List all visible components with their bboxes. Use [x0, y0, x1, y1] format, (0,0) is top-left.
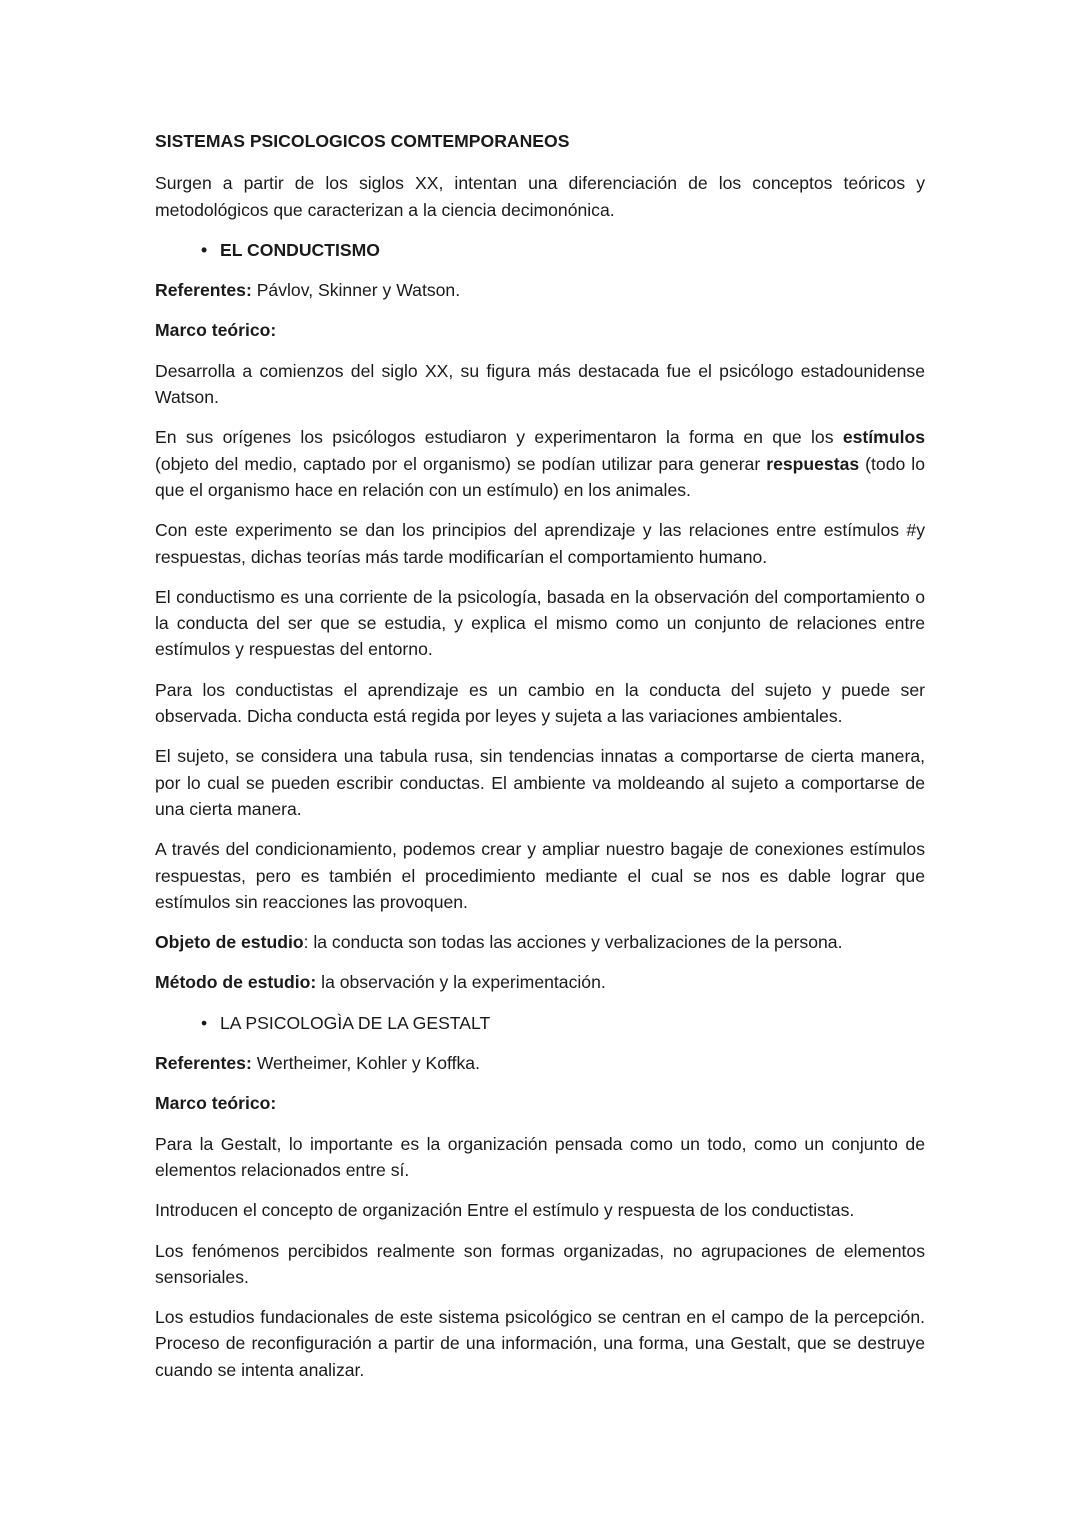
paragraph: Con este experimento se dan los principios del aprendizaje y las relaciones entre estímulos #y respuestas, dichas teorías más tarde modificarían el comportamiento humano. [155, 520, 925, 567]
text-run: (todo lo que el organismo hace en relación con un estímulo) en los animales. [155, 453, 926, 500]
referentes-label: Referentes: [155, 280, 252, 301]
marco-teorico-label: Marco teórico: [155, 1093, 277, 1114]
paragraph: El conductismo es una corriente de la psicología, basada en la observación del comportamiento o la conducta del ser que se estudia, y explica el mismo como un conjunto de relaciones entre estímulos y respuestas del entorno. [155, 586, 925, 660]
bullet-icon: • [201, 239, 208, 260]
bullet-icon: • [201, 1012, 208, 1033]
objeto-value: : la conducta son todas las acciones y verbalizaciones de la persona. [303, 932, 843, 953]
referentes-line [155, 277, 925, 303]
referentes-value: Wertheimer, Kohler y Koffka. [251, 1053, 480, 1074]
paragraph: Para la Gestalt, lo importante es la organización pensada como un todo, como un conjunto de elementos relacionados entre sí. [155, 1133, 925, 1180]
referentes-line [155, 1050, 925, 1076]
paragraph: Los fenómenos percibidos realmente son formas organizadas, no agrupaciones de elementos sensoriales. [155, 1240, 925, 1287]
bold-term-estimulos: estímulos [842, 427, 925, 448]
metodo-label: Método de estudio: [155, 972, 317, 993]
text-run: (objeto del medio, captado por el organismo) se podían utilizar para generar [155, 453, 767, 474]
metodo-value: la observación y la experimentación. [316, 972, 606, 993]
objeto-de-estudio-line [155, 929, 925, 955]
section-heading-gestalt [155, 1010, 925, 1036]
paragraph: Introducen el concepto de organización Entre el estímulo y respuesta de los conductistas. [155, 1200, 855, 1221]
paragraph: Para los conductistas el aprendizaje es un cambio en la conducta del sujeto y puede ser observada. Dicha conducta está regida por leyes y sujeta a las variaciones ambientales. [155, 679, 925, 727]
paragraph: A través del condicionamiento, podemos crear y ampliar nuestro bagaje de conexiones estímulos respuestas, pero es también el procedimiento mediante el cual se nos es dable lograr que estímulos sin reacciones las provoquen. [155, 839, 925, 912]
marco-teorico-label: Marco teórico: [155, 320, 277, 341]
referentes-value: Pávlov, Skinner y Watson. [251, 280, 461, 301]
text-run: En sus orígenes los psicólogos estudiaron y experimentaron la forma en que los [155, 427, 843, 448]
paragraph: El sujeto, se considera una tabula rusa, sin tendencias innatas a comportarse de cierta manera, por lo cual se pueden escribir conductas. El ambiente va moldeando al sujeto a comportarse de una cierta manera. [155, 746, 925, 819]
intro-paragraph: Surgen a partir de los siglos XX, intentan una diferenciación de los conceptos teóricos y metodológicos que caracterizan a la ciencia decimonónica. [155, 173, 925, 220]
section-heading-text: EL CONDUCTISMO [220, 239, 380, 260]
document-title: SISTEMAS PSICOLOGICOS COMTEMPORANEOS [155, 131, 570, 151]
section-heading-conductismo [155, 237, 925, 263]
referentes-label: Referentes: [155, 1053, 252, 1074]
paragraph: Los estudios fundacionales de este sistema psicológico se centran en el campo de la percepción. Proceso de reconfiguración a partir de una información, una forma, una Gestalt, que se destruye cuando se intenta analizar. [155, 1307, 925, 1380]
paragraph: Desarrolla a comienzos del siglo XX, su figura más destacada fue el psicólogo estadounidense Watson. [155, 360, 925, 408]
metodo-de-estudio-line [155, 969, 925, 995]
section-heading-text: LA PSICOLOGÌA DE LA GESTALT [220, 1012, 491, 1033]
bold-term-respuestas: respuestas [766, 453, 860, 474]
paragraph [155, 424, 925, 503]
objeto-label: Objeto de estudio [155, 932, 304, 953]
